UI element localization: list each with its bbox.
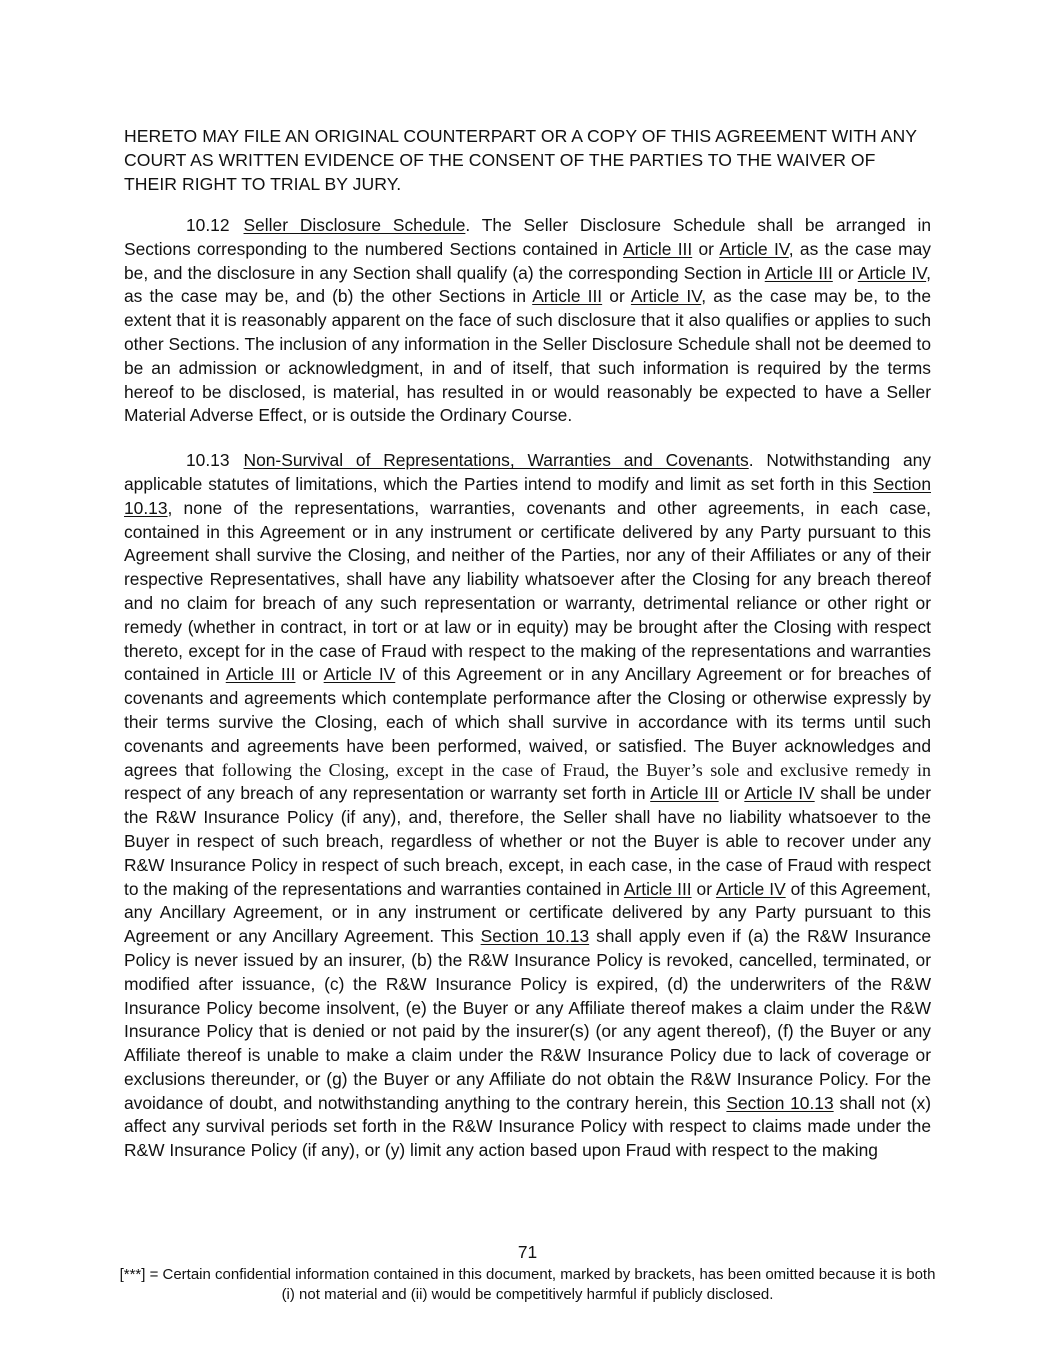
cross-reference: Article IV [719, 238, 789, 259]
section-heading: Non-Survival of Representations, Warranties and Covenants [243, 450, 749, 471]
cross-reference: Section 10.13 [124, 473, 931, 518]
cross-reference: Article IV [857, 262, 927, 283]
cross-reference: Article III [532, 286, 603, 307]
confidentiality-footer: [***] = Certain confidential information contained in this document, marked by brackets, has been omitted because it is both (i) not material and (ii) would be competitively harmful if publicly disclosed. [119, 1266, 936, 1303]
section-10-12-paragraph: 10.12 Seller Disclosure Schedule. The Seller Disclosure Schedule shall be arranged in Sections corresponding to the numbered Sections contained in Article III or Article IV, as the case may be, and the disclosure in any Section shall qualify (a) the corresponding Section in Article III or Article IV, as the case may be, and (b) the other Sections in Article III or Article IV, as the case may be, to the extent that it is reasonably apparent on the face of such disclosure that it also qualifies or applies to such other Sections. The inclusion of any information in the Seller Disclosure Schedule shall not be deemed to be an admission or acknowledgment, in and of itself, that such information is required by the terms hereof to be disclosed, is material, has resulted in or would reasonably be expected to have a Seller Material Adverse Effect, or is outside the Ordinary Course. [124, 215, 931, 426]
cross-reference: Article III [225, 664, 296, 685]
cross-reference: Article IV [744, 783, 815, 804]
cross-reference: Section 10.13 [480, 926, 590, 947]
section-number: 10.12 [186, 215, 230, 235]
cross-reference: Article IV [323, 664, 396, 685]
page-number: 71 [517, 1242, 538, 1262]
document-page [124, 124, 931, 1163]
section-number: 10.13 [186, 450, 230, 471]
cross-reference: Article III [650, 783, 719, 804]
cross-reference: Section 10.13 [726, 1092, 834, 1113]
cross-reference: Article III [623, 238, 693, 259]
serif-text-run: following the Closing, except in the case of Fraud, the Buyer’s sole and exclusive remedy in [221, 759, 931, 780]
section-heading: Seller Disclosure Schedule [243, 215, 466, 235]
cross-reference: Article III [623, 878, 692, 899]
cross-reference: Article IV [630, 286, 702, 307]
cross-reference: Article IV [715, 878, 786, 899]
section-10-13-paragraph: 10.13 Non-Survival of Representations, Warranties and Covenants. Notwithstanding any applicable statutes of limitations, which the Parties intend to modify and limit as set forth in this Section 10.13, none of the representations, warranties, covenants and other agreements, in each case, contained in this Agreement or in any instrument or certificate delivered by any Party pursuant to this Agreement shall survive the Closing, and neither of the Parties, nor any of their Affiliates or any of their respective Representatives, shall have any liability whatsoever after the Closing for any breach thereof and no claim for breach of any such representation or warranty, detrimental reliance or other right or remedy (whether in contract, in tort or at law or in equity) may be brought after the Closing with respect thereto, except for in the case of Fraud with respect to the making of the representations and warranties contained in Article III or Article IV of this Agreement or in any Ancillary Agreement or for breaches of covenants and agreements which contemplate performance after the Closing or otherwise expressly by their terms survive the Closing, each of which shall survive in accordance with its terms until such covenants and agreements have been performed, waived, or satisfied. The Buyer acknowledges and agrees that following the Closing, except in the case of Fraud, the Buyer’s sole and exclusive remedy in respect of any breach of any representation or warranty set forth in Article III or Article IV shall be under the R&W Insurance Policy (if any), and, therefore, the Seller shall have no liability whatsoever to the Buyer in respect of such breach, regardless of whether or not the Buyer is able to recover under any R&W Insurance Policy in respect of such breach, except, in each case, in the case of Fraud with respect to the making of the representations and warranties contained in Article III or Article IV of this Agreement, any Ancillary Agreement, or in any instrument or certificate delivered by any Party pursuant to this Agreement or any Ancillary Agreement. This Section 10.13 shall apply even if (a) the R&W Insurance Policy is never issued by an insurer, (b) the R&W Insurance Policy is revoked, cancelled, terminated, or modified after issuance, (c) the R&W Insurance Policy is expired, (d) the underwriters of the R&W Insurance Policy become insolvent, (e) the Buyer or any Affiliate thereof makes a claim under the R&W Insurance Policy that is denied or not paid by the insurer(s) (or any agent thereof), (f) the Buyer or any Affiliate thereof is unable to make a claim under the R&W Insurance Policy due to lack of coverage or exclusions thereunder, or (g) the Buyer or any Affiliate do not obtain the R&W Insurance Policy. For the avoidance of doubt, and notwithstanding anything to the contrary herein, this Section 10.13 shall not (x) affect any survival periods set forth in the R&W Insurance Policy with respect to claims made under the R&W Insurance Policy (if any), or (y) limit any action based upon Fraud with respect to the making [124, 450, 932, 1161]
carryover-paragraph: HERETO MAY FILE AN ORIGINAL COUNTERPART OR A COPY OF THIS AGREEMENT WITH ANY COURT AS WRITTEN EVIDENCE OF THE CONSENT OF THE PARTIES TO THE WAIVER OF THEIR RIGHT TO TRIAL BY JURY. [124, 126, 917, 194]
cross-reference: Article III [764, 262, 833, 283]
